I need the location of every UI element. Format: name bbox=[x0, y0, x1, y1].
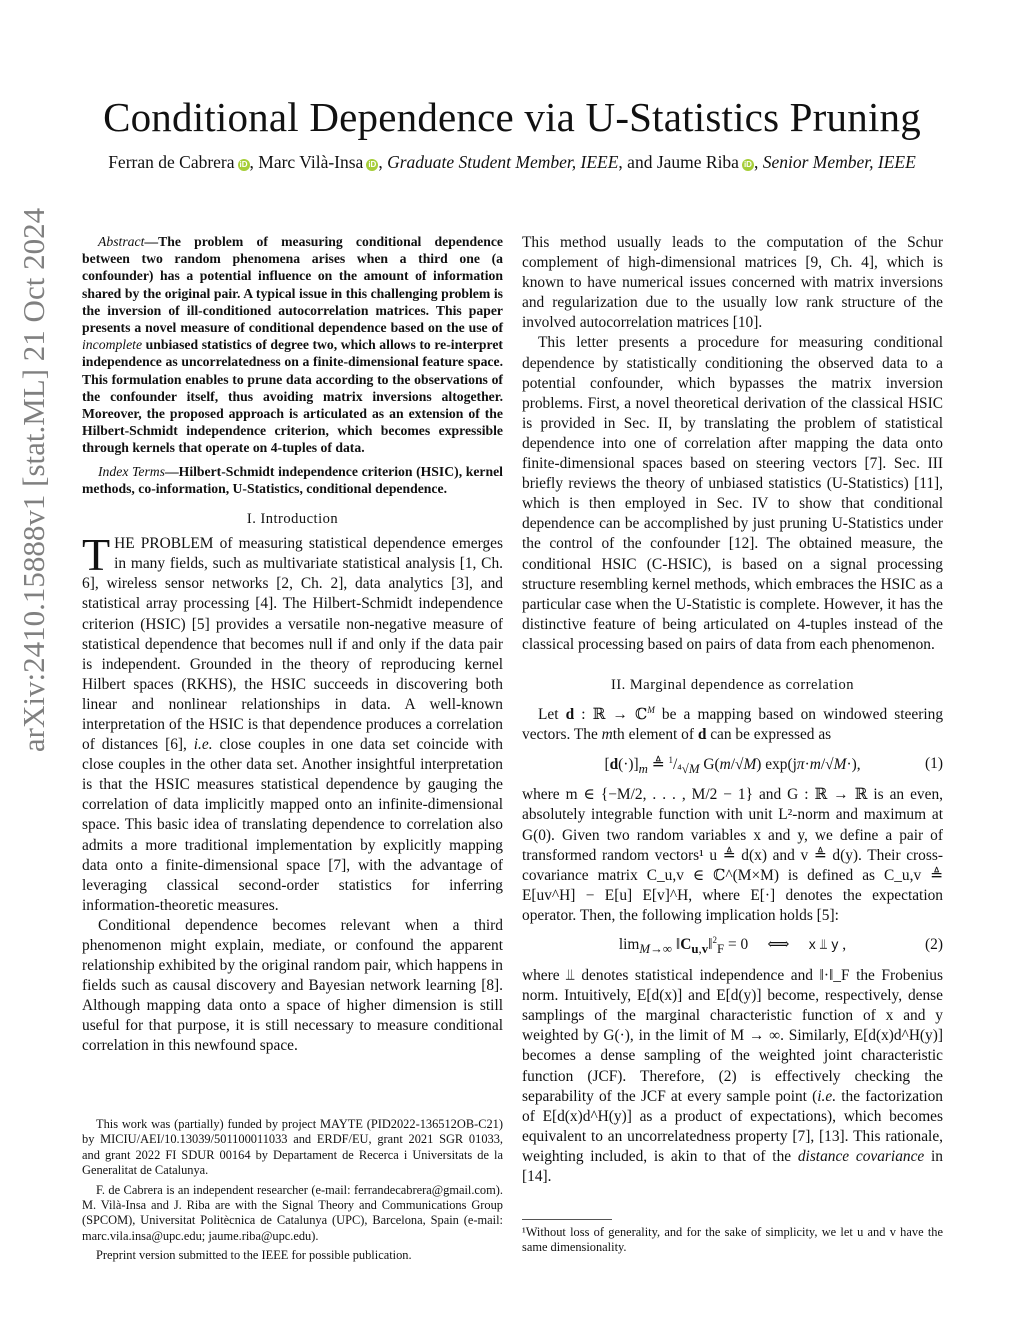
sec2-text-d: can be expressed as bbox=[706, 726, 832, 744]
intro-paragraph-4: This letter presents a procedure for measuring conditional dependence by statistically conditioning the observed data to a potential confounder, which bypasses the matrix inversion problems. First, a novel theoretical derivation of the classical HSIC is provided in Sec. II, by translating the problem of statistical dependence into one of correlation after mapping the data onto finite-dimensional spaces based on steering vectors [7]. Sec. III briefly reviews the theory of unbiased statistics (U-Statistics) [11], which is then employed in Sec. IV to show that conditional dependence can be accomplished by just pruning U-Statistics under the control of the confounder [12]. The obtained measure, the conditional HSIC (C-HSIC), is based on a signal processing structure resembling kernel methods, which embraces the HSIC as a particular case when the U-Statistic is complete. However, it has the distinctive feature of being articulated on 4-tuples instead of the classical processing based on pairs of data from each phenomenon. bbox=[522, 334, 943, 653]
author-2: Marc Vilà-Insa bbox=[258, 152, 364, 172]
sec2-text-a: Let bbox=[538, 706, 566, 724]
affiliation-footnote: F. de Cabrera is an independent researcher (e-mail: ferrandecabrera@gmail.com). M. Vilà-Insa and J. Riba are with the Signal Theory and Communications Group (SPCOM), Universitat Politècnica de Catalunya (UPC), Barcelona, Spain (e-mail: marc.vila.insa@upc.edu; jaume.riba@upc.edu). bbox=[82, 1182, 503, 1243]
sec2-text-3a: where ⫫ denotes statistical independence and ‖·‖_F the Frobenius norm. Intuitively, E[d(x)] and E[d(y)] become, respectively, dense samplings of the marginal characteristic function of x and y weighted by G(·), in the limit of M → ∞. Similarly, E[d(x)d^H(y)] becomes a dense sampling of the weighted joint characteristic function (JCF). Therefore, (2) is effectively checking the separability of the JCF at every sample point ( bbox=[522, 967, 943, 1105]
sec2-paragraph-2: where m ∈ {−M/2, . . . , M/2 − 1} and G : ℝ → ℝ is an even, absolutely integrable function with unit L²-norm and maximum at G(0). Given two random variables x and y, we define a pair of transformed random vectors¹ u ≜ d(x) and v ≜ d(y). Their cross-covariance matrix C_u,v ∈ ℂ^(M×M) is defined as C_u,v ≜ E[uv^H] − E[u] E[v]^H, where E[·] denotes the expectation operator. Then, the following implication holds [5]: bbox=[522, 786, 943, 924]
equation-1-number: (1) bbox=[925, 755, 943, 773]
intro-paragraph-1 bbox=[82, 529, 503, 916]
abstract-text-2: unbiased statistics of degree two, which allows to re-interpret independence as uncorrelatedness on a finite-dimensional feature space. This formulation enables to prune data according to the observations of the confounder itself, thus avoiding matrix inversions altogether. Moreover, the proposed approach is articulated as an extension of the Hilbert-Schmidt independence criterion, which becomes expressible through kernels that operate on 4-tuples of data. bbox=[82, 337, 503, 456]
index-terms-text: —Hilbert-Schmidt independence criterion (HSIC), kernel methods, co-information, U-Statistics, conditional dependence. bbox=[82, 463, 503, 496]
orcid-icon[interactable]: iD bbox=[239, 160, 248, 169]
sec2-emph: distance covariance bbox=[797, 1147, 925, 1165]
left-footnotes bbox=[82, 1117, 503, 1268]
intro-text-1: HE PROBLEM of measuring statistical dependence emerges in many fields, such as multivariate statistical analysis [1, Ch. 6], wireless sensor networks [2, Ch. 2], data analytics [3], and statistical array processing [4]. The Hilbert-Schmidt independence criterion (HSIC) [5] provides a versatile non-negative measure of statistical dependence that becomes null if and only if the data pair is independent. Grounded in the theory of reproducing kernel Hilbert spaces (RKHS), the HSIC succeeds in discovering both linear and nonlinear relationships in data. A well-known interpretation of the HSIC is that dependence produces a correlation of distances [6], bbox=[82, 535, 503, 754]
index-terms-label: Index Terms bbox=[98, 463, 165, 479]
right-column bbox=[522, 233, 943, 1187]
author-3: , and Jaume Riba bbox=[618, 152, 739, 172]
section-1-heading: I. Introduction bbox=[246, 511, 339, 528]
sec2-text-c: th element of bbox=[612, 726, 698, 744]
abstract-emph: incomplete bbox=[82, 337, 143, 353]
equation-1: $[d(\cdot)]_m$ ≜ $^1/_{^4√M}$ G(m/√M) exp(jπ·m/√M·), (1) bbox=[604, 754, 943, 776]
intro-paragraph-3: This method usually leads to the computation of the Schur complement of high-dimensional matrices [9, Ch. 4], which is known to have numerical issues concerned with matrix inversions and regularization due to the usually low rank structure of the involved autocorrelation matrices [10]. bbox=[522, 234, 943, 332]
sec2-paragraph-1: Let d : ℝ → ℂ$^M$ be a mapping based on windowed steering vectors. The mth element of d can be expressed as bbox=[522, 705, 944, 744]
section-2-heading: II. Marginal dependence as correlation bbox=[611, 676, 854, 693]
orcid-icon[interactable]: iD bbox=[368, 160, 377, 169]
abstract-text-1: —The problem of measuring conditional dependence between two random phenomena arises when a third one (a confounder) has a potential influence on the amount of information shared by the original pair. A typical issue in this challenging problem is the inversion of ill-conditioned autocorrelation matrices. This paper presents a novel measure of conditional dependence based on the use of bbox=[82, 234, 503, 336]
intro-ie: i.e. bbox=[193, 736, 213, 754]
footnote-rule bbox=[522, 1219, 612, 1220]
abstract-label: Abstract bbox=[98, 234, 145, 249]
author-3-role: Senior Member, IEEE bbox=[762, 152, 916, 172]
preprint-footnote: Preprint version submitted to the IEEE for possible publication. bbox=[96, 1248, 412, 1263]
paper-title: Conditional Dependence via U-Statistics Pruning bbox=[103, 94, 921, 140]
equation-2: $\lim_{M\to\infty}$ $‖C_{u,v}‖^2_F = 0$ ⟺ x ⫫ y , (2) bbox=[618, 935, 943, 957]
author-line: Ferran de Cabrera iD , Marc Vilà-Insa iD , Graduate Student Member, IEEE, and Jaume Riba iD , Senior Member, IEEE bbox=[108, 152, 916, 172]
funding-footnote: This work was (partially) funded by project MAYTE (PID2022-136512OB-C21) by MICIU/AEI/10.13039/501100011033 and ERDF/EU, grant 2021 SGR 01033, and grant 2022 FI SDUR 00164 by Departament de Recerca i Universitats de la Generalitat de Catalunya. bbox=[82, 1117, 503, 1178]
intro-text-1b: close couples in one data set coincide with close couples in the other data set. Another insightful interpretation is that the HSIC measures statistical dependence by gauging the correlation of data implicitly mapped onto an infinite-dimensional space. This basic idea of translating dependence to correlation also admits a more traditional implementation by explicitly mapping data onto a finite-dimensional space [7], with the advantage of leveraging classical second-order statistics for inferring information-theoretic measures. bbox=[82, 736, 503, 914]
abstract bbox=[82, 233, 503, 457]
sec2-text-3b: the factorization of E[d(x)d^H(y)] as a product of expectations), which becomes equivalent to an uncorrelatedness property [7], [13]. This rationale, weighting included, is akin to that of the bbox=[522, 1087, 943, 1165]
footnote-1: ¹Without loss of generality, and for the sake of simplicity, we let u and v have the same dimensionality. bbox=[522, 1225, 943, 1255]
intro-paragraph-2: Conditional dependence becomes relevant when a third phenomenon might explain, mediate, or confound the apparent relationship exhibited by the original random pair, which happens in fields such as causal discovery and Bayesian network learning [8]. Although mapping data onto a space of higher dimension is still useful for that purpose, it is still necessary to measure conditional correlation in this newfound space. bbox=[82, 916, 503, 1055]
sec2-text-b: be a mapping based on windowed steering vectors. The bbox=[522, 706, 944, 744]
equation-2-number: (2) bbox=[925, 935, 943, 953]
sec2-paragraph-3 bbox=[522, 966, 943, 1187]
orcid-icon[interactable]: iD bbox=[743, 160, 752, 169]
author-2-role: Graduate Student Member, IEEE bbox=[387, 152, 619, 172]
drop-cap: T bbox=[82, 529, 111, 581]
arxiv-identifier: arXiv:2410.15888v1 [stat.ML] 21 Oct 2024 bbox=[16, 207, 51, 753]
index-terms bbox=[82, 463, 503, 497]
right-footnote bbox=[522, 1219, 943, 1256]
sec2-ie: i.e. bbox=[817, 1087, 837, 1105]
sec2-text-3c: in [14]. bbox=[522, 1147, 943, 1185]
left-column bbox=[82, 233, 503, 1057]
author-1: Ferran de Cabrera bbox=[108, 152, 235, 172]
